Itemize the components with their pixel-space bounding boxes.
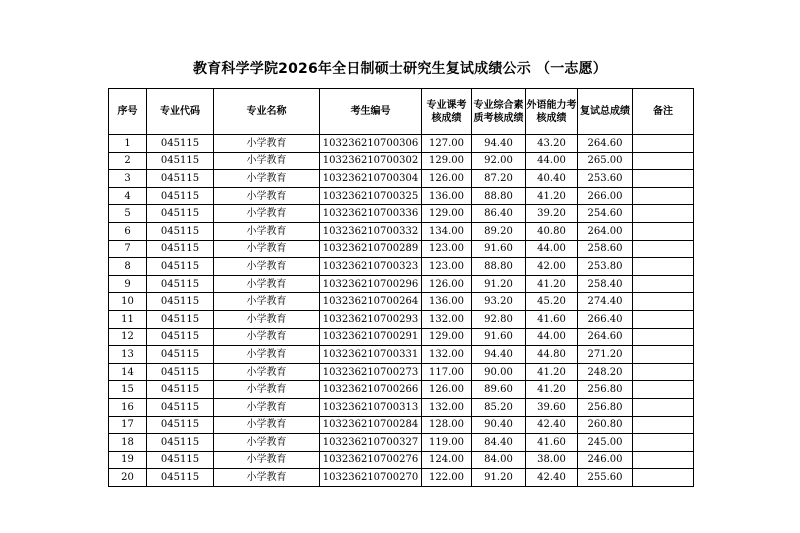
cell-remarks	[633, 240, 694, 258]
table-header-row	[109, 89, 694, 135]
cell-language-score: 41.20	[526, 275, 578, 293]
cell-candidate-id: 103236210700336	[320, 205, 422, 223]
cell-major-code: 045115	[147, 205, 214, 223]
cell-major-name: 小学教育	[214, 170, 320, 188]
cell-major-name: 小学教育	[214, 187, 320, 205]
cell-major-code: 045115	[147, 363, 214, 381]
cell-total-score: 264.60	[578, 328, 633, 346]
cell-major-code: 045115	[147, 434, 214, 452]
cell-major-name: 小学教育	[214, 310, 320, 328]
cell-major-name: 小学教育	[214, 275, 320, 293]
cell-remarks	[633, 451, 694, 469]
cell-candidate-id: 103236210700266	[320, 381, 422, 399]
cell-candidate-id: 103236210700273	[320, 363, 422, 381]
cell-candidate-id: 103236210700304	[320, 170, 422, 188]
cell-seq: 16	[109, 398, 147, 416]
cell-remarks	[633, 434, 694, 452]
cell-major-code: 045115	[147, 293, 214, 311]
cell-language-score: 44.00	[526, 328, 578, 346]
cell-remarks	[633, 258, 694, 276]
cell-major-code: 045115	[147, 310, 214, 328]
cell-comprehensive-score: 91.60	[472, 240, 526, 258]
table-row	[109, 469, 694, 487]
cell-candidate-id: 103236210700306	[320, 135, 422, 153]
cell-comprehensive-score: 91.20	[472, 469, 526, 487]
cell-total-score: 255.60	[578, 469, 633, 487]
table-row	[109, 222, 694, 240]
cell-remarks	[633, 310, 694, 328]
cell-language-score: 40.80	[526, 222, 578, 240]
cell-major-name: 小学教育	[214, 363, 320, 381]
cell-total-score: 265.00	[578, 152, 633, 170]
table-row	[109, 240, 694, 258]
cell-remarks	[633, 152, 694, 170]
cell-language-score: 39.60	[526, 398, 578, 416]
cell-major-code: 045115	[147, 416, 214, 434]
cell-comprehensive-score: 92.00	[472, 152, 526, 170]
cell-major-code: 045115	[147, 135, 214, 153]
cell-major-exam-score: 136.00	[422, 293, 472, 311]
cell-seq: 2	[109, 152, 147, 170]
cell-major-name: 小学教育	[214, 346, 320, 364]
table-row	[109, 275, 694, 293]
cell-major-name: 小学教育	[214, 240, 320, 258]
cell-language-score: 44.00	[526, 240, 578, 258]
cell-comprehensive-score: 89.20	[472, 222, 526, 240]
cell-candidate-id: 103236210700276	[320, 451, 422, 469]
cell-major-code: 045115	[147, 152, 214, 170]
cell-seq: 13	[109, 346, 147, 364]
cell-language-score: 41.60	[526, 434, 578, 452]
cell-language-score: 41.20	[526, 381, 578, 399]
table-row	[109, 451, 694, 469]
table-row	[109, 328, 694, 346]
cell-major-name: 小学教育	[214, 258, 320, 276]
cell-comprehensive-score: 91.60	[472, 328, 526, 346]
cell-major-exam-score: 126.00	[422, 170, 472, 188]
cell-major-code: 045115	[147, 170, 214, 188]
cell-candidate-id: 103236210700332	[320, 222, 422, 240]
cell-seq: 19	[109, 451, 147, 469]
cell-remarks	[633, 222, 694, 240]
cell-language-score: 42.40	[526, 469, 578, 487]
cell-major-exam-score: 119.00	[422, 434, 472, 452]
cell-major-exam-score: 126.00	[422, 381, 472, 399]
cell-comprehensive-score: 92.80	[472, 310, 526, 328]
cell-comprehensive-score: 86.40	[472, 205, 526, 223]
cell-total-score: 258.40	[578, 275, 633, 293]
cell-language-score: 38.00	[526, 451, 578, 469]
cell-total-score: 264.00	[578, 222, 633, 240]
cell-major-code: 045115	[147, 381, 214, 399]
cell-major-code: 045115	[147, 187, 214, 205]
cell-candidate-id: 103236210700325	[320, 187, 422, 205]
cell-candidate-id: 103236210700302	[320, 152, 422, 170]
cell-comprehensive-score: 88.80	[472, 258, 526, 276]
header-major-code: 专业代码	[147, 89, 214, 135]
cell-language-score: 41.20	[526, 363, 578, 381]
cell-major-name: 小学教育	[214, 135, 320, 153]
table-row	[109, 187, 694, 205]
cell-remarks	[633, 205, 694, 223]
cell-total-score: 256.80	[578, 381, 633, 399]
cell-comprehensive-score: 84.00	[472, 451, 526, 469]
cell-remarks	[633, 275, 694, 293]
cell-major-name: 小学教育	[214, 293, 320, 311]
cell-remarks	[633, 328, 694, 346]
cell-seq: 9	[109, 275, 147, 293]
cell-candidate-id: 103236210700331	[320, 346, 422, 364]
cell-major-name: 小学教育	[214, 434, 320, 452]
cell-remarks	[633, 398, 694, 416]
cell-comprehensive-score: 84.40	[472, 434, 526, 452]
cell-seq: 18	[109, 434, 147, 452]
cell-candidate-id: 103236210700289	[320, 240, 422, 258]
cell-comprehensive-score: 93.20	[472, 293, 526, 311]
header-seq: 序号	[109, 89, 147, 135]
cell-major-code: 045115	[147, 346, 214, 364]
cell-remarks	[633, 381, 694, 399]
cell-major-code: 045115	[147, 328, 214, 346]
cell-total-score: 248.20	[578, 363, 633, 381]
cell-major-exam-score: 132.00	[422, 310, 472, 328]
cell-language-score: 44.80	[526, 346, 578, 364]
cell-total-score: 260.80	[578, 416, 633, 434]
cell-comprehensive-score: 94.40	[472, 346, 526, 364]
cell-candidate-id: 103236210700264	[320, 293, 422, 311]
cell-comprehensive-score: 85.20	[472, 398, 526, 416]
cell-major-exam-score: 123.00	[422, 240, 472, 258]
cell-comprehensive-score: 89.60	[472, 381, 526, 399]
cell-seq: 4	[109, 187, 147, 205]
cell-total-score: 274.40	[578, 293, 633, 311]
cell-major-exam-score: 117.00	[422, 363, 472, 381]
cell-major-name: 小学教育	[214, 328, 320, 346]
header-comprehensive-score: 专业综合素质考核成绩	[472, 89, 526, 135]
cell-comprehensive-score: 88.80	[472, 187, 526, 205]
cell-major-name: 小学教育	[214, 152, 320, 170]
cell-language-score: 42.00	[526, 258, 578, 276]
table-body	[109, 135, 694, 487]
cell-language-score: 41.60	[526, 310, 578, 328]
table-row	[109, 381, 694, 399]
cell-total-score: 246.00	[578, 451, 633, 469]
cell-remarks	[633, 135, 694, 153]
cell-major-exam-score: 129.00	[422, 152, 472, 170]
cell-major-exam-score: 132.00	[422, 346, 472, 364]
cell-candidate-id: 103236210700270	[320, 469, 422, 487]
cell-major-code: 045115	[147, 398, 214, 416]
cell-seq: 14	[109, 363, 147, 381]
table-row	[109, 363, 694, 381]
table-row	[109, 205, 694, 223]
cell-major-name: 小学教育	[214, 398, 320, 416]
cell-major-name: 小学教育	[214, 469, 320, 487]
table-row	[109, 416, 694, 434]
cell-major-exam-score: 134.00	[422, 222, 472, 240]
cell-total-score: 266.40	[578, 310, 633, 328]
cell-candidate-id: 103236210700291	[320, 328, 422, 346]
cell-seq: 20	[109, 469, 147, 487]
header-language-score: 外语能力考核成绩	[526, 89, 578, 135]
score-table	[108, 88, 694, 487]
header-major-name: 专业名称	[214, 89, 320, 135]
header-total-score: 复试总成绩	[578, 89, 633, 135]
cell-major-exam-score: 123.00	[422, 258, 472, 276]
cell-candidate-id: 103236210700284	[320, 416, 422, 434]
cell-seq: 1	[109, 135, 147, 153]
cell-major-code: 045115	[147, 258, 214, 276]
cell-total-score: 253.60	[578, 170, 633, 188]
header-remarks: 备注	[633, 89, 694, 135]
cell-candidate-id: 103236210700296	[320, 275, 422, 293]
table-row	[109, 398, 694, 416]
cell-seq: 7	[109, 240, 147, 258]
cell-language-score: 45.20	[526, 293, 578, 311]
table-row	[109, 135, 694, 153]
cell-remarks	[633, 170, 694, 188]
cell-candidate-id: 103236210700323	[320, 258, 422, 276]
table-row	[109, 346, 694, 364]
cell-remarks	[633, 346, 694, 364]
cell-seq: 17	[109, 416, 147, 434]
cell-comprehensive-score: 90.40	[472, 416, 526, 434]
cell-major-exam-score: 127.00	[422, 135, 472, 153]
cell-candidate-id: 103236210700313	[320, 398, 422, 416]
table-row	[109, 152, 694, 170]
table-row	[109, 293, 694, 311]
cell-language-score: 42.40	[526, 416, 578, 434]
cell-total-score: 266.00	[578, 187, 633, 205]
header-major-exam-score: 专业课考核成绩	[422, 89, 472, 135]
cell-seq: 12	[109, 328, 147, 346]
cell-total-score: 264.60	[578, 135, 633, 153]
cell-comprehensive-score: 94.40	[472, 135, 526, 153]
cell-major-exam-score: 122.00	[422, 469, 472, 487]
cell-seq: 5	[109, 205, 147, 223]
cell-seq: 3	[109, 170, 147, 188]
table-row	[109, 258, 694, 276]
cell-major-exam-score: 132.00	[422, 398, 472, 416]
cell-major-code: 045115	[147, 469, 214, 487]
cell-total-score: 254.60	[578, 205, 633, 223]
cell-major-exam-score: 128.00	[422, 416, 472, 434]
cell-total-score: 258.60	[578, 240, 633, 258]
cell-major-name: 小学教育	[214, 222, 320, 240]
cell-remarks	[633, 187, 694, 205]
cell-language-score: 40.40	[526, 170, 578, 188]
header-candidate-id: 考生编号	[320, 89, 422, 135]
table-row	[109, 434, 694, 452]
cell-candidate-id: 103236210700327	[320, 434, 422, 452]
cell-total-score: 271.20	[578, 346, 633, 364]
cell-major-name: 小学教育	[214, 205, 320, 223]
table-row	[109, 310, 694, 328]
cell-major-code: 045115	[147, 240, 214, 258]
table-row	[109, 170, 694, 188]
cell-major-exam-score: 136.00	[422, 187, 472, 205]
cell-seq: 10	[109, 293, 147, 311]
cell-major-exam-score: 129.00	[422, 328, 472, 346]
cell-major-name: 小学教育	[214, 416, 320, 434]
cell-major-exam-score: 124.00	[422, 451, 472, 469]
cell-comprehensive-score: 90.00	[472, 363, 526, 381]
cell-language-score: 39.20	[526, 205, 578, 223]
cell-candidate-id: 103236210700293	[320, 310, 422, 328]
cell-major-code: 045115	[147, 451, 214, 469]
cell-major-code: 045115	[147, 275, 214, 293]
cell-remarks	[633, 416, 694, 434]
cell-major-name: 小学教育	[214, 451, 320, 469]
cell-total-score: 256.80	[578, 398, 633, 416]
cell-seq: 15	[109, 381, 147, 399]
cell-total-score: 253.80	[578, 258, 633, 276]
cell-major-exam-score: 129.00	[422, 205, 472, 223]
cell-remarks	[633, 469, 694, 487]
cell-seq: 11	[109, 310, 147, 328]
cell-language-score: 43.20	[526, 135, 578, 153]
cell-major-code: 045115	[147, 222, 214, 240]
cell-seq: 8	[109, 258, 147, 276]
cell-remarks	[633, 293, 694, 311]
cell-seq: 6	[109, 222, 147, 240]
page-title: 教育科学学院2026年全日制硕士研究生复试成绩公示 （一志愿）	[192, 61, 608, 77]
cell-total-score: 245.00	[578, 434, 633, 452]
cell-language-score: 44.00	[526, 152, 578, 170]
cell-comprehensive-score: 91.20	[472, 275, 526, 293]
cell-major-exam-score: 126.00	[422, 275, 472, 293]
cell-language-score: 41.20	[526, 187, 578, 205]
cell-remarks	[633, 363, 694, 381]
cell-comprehensive-score: 87.20	[472, 170, 526, 188]
cell-major-name: 小学教育	[214, 381, 320, 399]
